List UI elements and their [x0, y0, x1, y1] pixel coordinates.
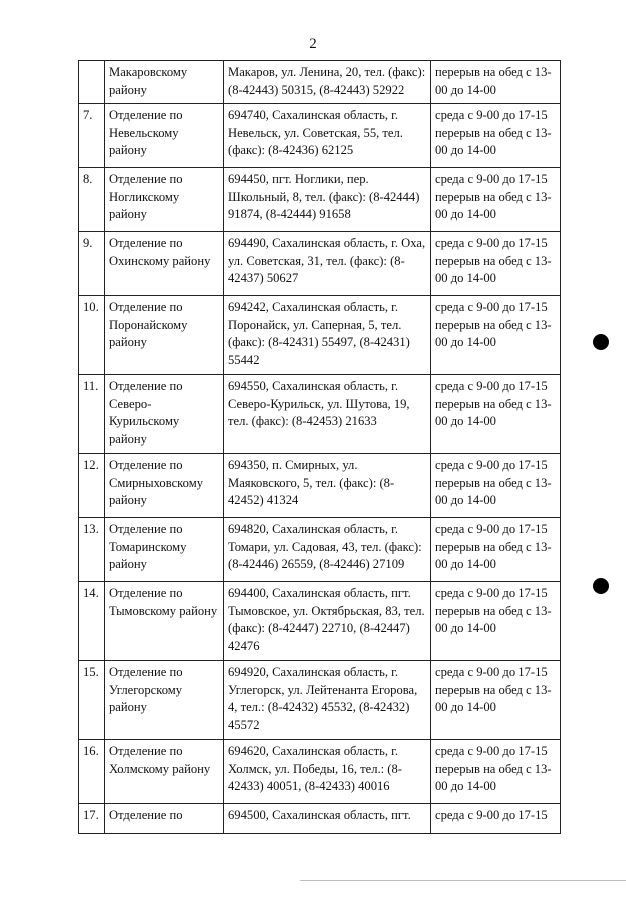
table-row	[79, 740, 561, 804]
office-hours: среда с 9-00 до 17-15 перерыв на обед с 13-00 до 14-00	[431, 740, 561, 804]
table-row	[79, 518, 561, 582]
table-row	[79, 61, 561, 104]
office-name: Отделение по Охинскому району	[105, 232, 224, 296]
branch-offices-table	[78, 60, 561, 834]
table-row	[79, 661, 561, 740]
office-hours: среда с 9-00 до 17-15 перерыв на обед с 13-00 до 14-00	[431, 661, 561, 740]
office-name: Отделение по Тымовскому району	[105, 582, 224, 661]
office-hours: среда с 9-00 до 17-15 перерыв на обед с 13-00 до 14-00	[431, 168, 561, 232]
table-row	[79, 375, 561, 454]
table-row	[79, 582, 561, 661]
office-address: 694242, Сахалинская область, г. Поронайск, ул. Саперная, 5, тел. (факс): (8-42431) 55497, (8-42431) 55442	[224, 296, 431, 375]
row-number: 11.	[79, 375, 105, 454]
office-address: 694820, Сахалинская область, г. Томари, ул. Садовая, 43, тел. (факс): (8-42446) 26559, (8-42446) 27109	[224, 518, 431, 582]
row-number: 12.	[79, 454, 105, 518]
office-hours: среда с 9-00 до 17-15 перерыв на обед с 13-00 до 14-00	[431, 232, 561, 296]
table-row	[79, 168, 561, 232]
row-number	[79, 61, 105, 104]
office-name: Отделение по Смирныховскому району	[105, 454, 224, 518]
office-hours: среда с 9-00 до 17-15 перерыв на обед с 13-00 до 14-00	[431, 375, 561, 454]
row-number: 7.	[79, 104, 105, 168]
office-name: Макаровскому району	[105, 61, 224, 104]
row-number: 16.	[79, 740, 105, 804]
table-row	[79, 454, 561, 518]
office-name: Отделение по	[105, 804, 224, 834]
office-hours: среда с 9-00 до 17-15	[431, 804, 561, 834]
office-hours: перерыв на обед с 13-00 до 14-00	[431, 61, 561, 104]
scan-edge-line	[300, 880, 626, 881]
row-number: 8.	[79, 168, 105, 232]
row-number: 15.	[79, 661, 105, 740]
punch-hole-bottom	[593, 578, 609, 594]
office-name: Отделение по Холмскому району	[105, 740, 224, 804]
row-number: 14.	[79, 582, 105, 661]
office-hours: среда с 9-00 до 17-15 перерыв на обед с 13-00 до 14-00	[431, 454, 561, 518]
table-row	[79, 104, 561, 168]
office-name: Отделение по Томаринскому району	[105, 518, 224, 582]
table-row	[79, 232, 561, 296]
office-name: Отделение по Невельскому району	[105, 104, 224, 168]
row-number: 9.	[79, 232, 105, 296]
office-address: 694350, п. Смирных, ул. Маяковского, 5, тел. (факс): (8-42452) 41324	[224, 454, 431, 518]
office-hours: среда с 9-00 до 17-15 перерыв на обед с 13-00 до 14-00	[431, 518, 561, 582]
office-address: 694450, пгт. Ноглики, пер. Школьный, 8, тел. (факс): (8-42444) 91874, (8-42444) 91658	[224, 168, 431, 232]
punch-hole-top	[593, 334, 609, 350]
office-address: Макаров, ул. Ленина, 20, тел. (факс): (8-42443) 50315, (8-42443) 52922	[224, 61, 431, 104]
office-name: Отделение по Северо-Курильскому району	[105, 375, 224, 454]
row-number: 10.	[79, 296, 105, 375]
row-number: 13.	[79, 518, 105, 582]
office-hours: среда с 9-00 до 17-15 перерыв на обед с 13-00 до 14-00	[431, 582, 561, 661]
table-row	[79, 804, 561, 834]
office-address: 694740, Сахалинская область, г. Невельск, ул. Советская, 55, тел. (факс): (8-42436) 62125	[224, 104, 431, 168]
office-name: Отделение по Ногликскому району	[105, 168, 224, 232]
office-address: 694920, Сахалинская область, г. Углегорск, ул. Лейтенанта Егорова, 4, тел.: (8-42432) 45532, (8-42432) 45572	[224, 661, 431, 740]
row-number: 17.	[79, 804, 105, 834]
table-row	[79, 296, 561, 375]
office-address: 694490, Сахалинская область, г. Оха, ул. Советская, 31, тел. (факс): (8-42437) 50627	[224, 232, 431, 296]
office-address: 694620, Сахалинская область, г. Холмск, ул. Победы, 16, тел.: (8-42433) 40051, (8-42433) 40016	[224, 740, 431, 804]
office-address: 694500, Сахалинская область, пгт.	[224, 804, 431, 834]
office-name: Отделение по Углегорскому району	[105, 661, 224, 740]
office-hours: среда с 9-00 до 17-15 перерыв на обед с 13-00 до 14-00	[431, 296, 561, 375]
office-name: Отделение по Поронайскому району	[105, 296, 224, 375]
office-hours: среда с 9-00 до 17-15 перерыв на обед с 13-00 до 14-00	[431, 104, 561, 168]
office-address: 694550, Сахалинская область, г. Северо-Курильск, ул. Шутова, 19, тел. (факс): (8-42453) 21633	[224, 375, 431, 454]
office-address: 694400, Сахалинская область, пгт. Тымовское, ул. Октябрьская, 83, тел. (факс): (8-42447) 22710, (8-42447) 42476	[224, 582, 431, 661]
page-number: 2	[309, 36, 317, 52]
